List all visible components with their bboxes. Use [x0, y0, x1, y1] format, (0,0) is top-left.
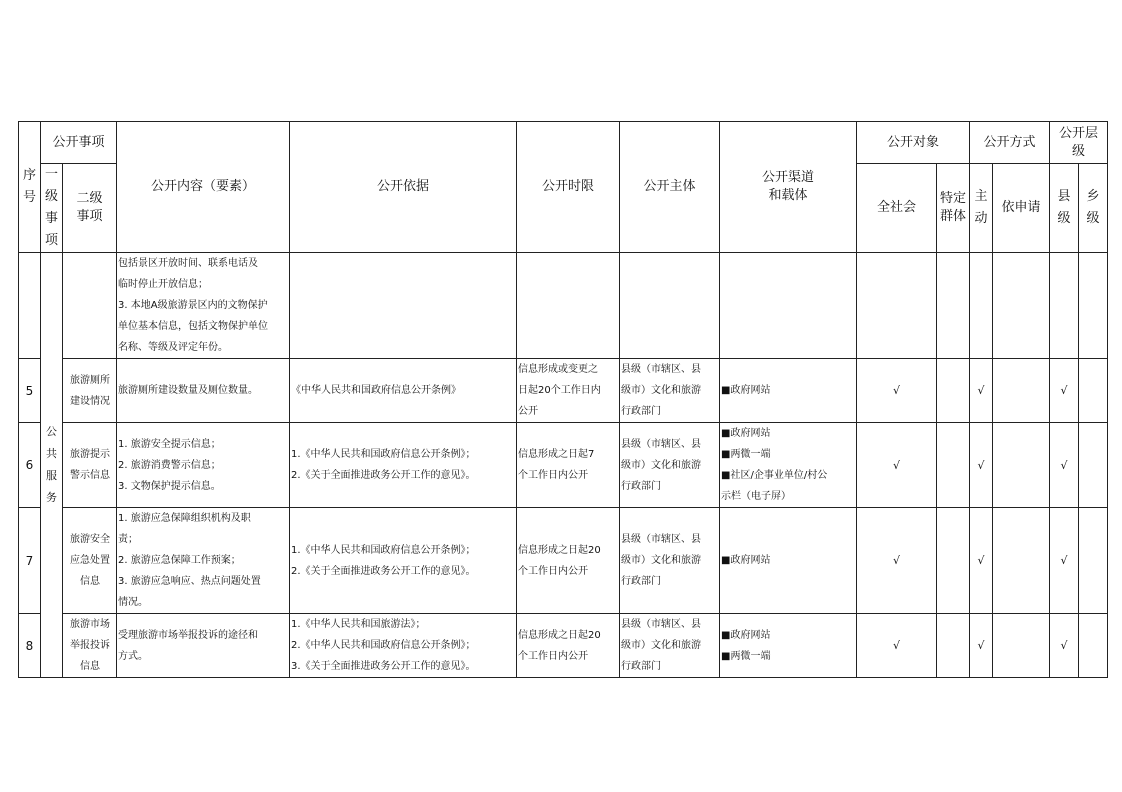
- subject-line: 级市）文化和旅游: [621, 385, 702, 396]
- category-cell: 公共服务: [41, 253, 63, 678]
- basis-cell: [290, 423, 517, 508]
- basis-line: 1.《中华人民共和国政府信息公开条例》；: [291, 449, 476, 460]
- level2-line: 旅游市场: [70, 619, 110, 630]
- table-row: [19, 508, 1108, 614]
- channel-line: ■政府网站: [721, 629, 771, 641]
- level-county-check: √: [1050, 359, 1079, 423]
- empty-cell: [993, 253, 1050, 359]
- subject-line: 县级（市辖区、县: [621, 619, 702, 630]
- seq-cell: 8: [19, 614, 41, 678]
- subject-line: 行政部门: [621, 480, 662, 492]
- mode-request-check: [993, 508, 1050, 614]
- mode-active-check: √: [970, 423, 993, 508]
- content-line: 包括景区开放时间、联系电话及: [118, 258, 259, 269]
- channel-line: ■政府网站: [721, 385, 771, 396]
- content-line: 3. 本地A级旅游景区内的文物保护: [118, 300, 268, 311]
- channel-line: 示栏（电子屏）: [721, 491, 792, 502]
- audience-specific-check: [937, 614, 970, 678]
- content-cell: [117, 614, 290, 678]
- channel-line: ■社区/企事业单位/村公: [721, 470, 828, 481]
- content-line: 方式。: [118, 650, 149, 662]
- content-line: 情况。: [118, 597, 149, 608]
- audience-specific-check: [937, 359, 970, 423]
- mode-request-check: [993, 614, 1050, 678]
- mode-request-check: [993, 359, 1050, 423]
- level-group-header: 公开层级: [1050, 122, 1108, 164]
- level2-cell: [63, 508, 117, 614]
- subject-cell: [620, 508, 720, 614]
- basis-line: 1.《中华人民共和国政府信息公开条例》；: [291, 544, 476, 556]
- level-town-check: [1079, 423, 1108, 508]
- seq-cell: 5: [19, 359, 41, 423]
- subject-line: 级市）文化和旅游: [621, 459, 702, 471]
- audience-all-check: √: [857, 359, 937, 423]
- content-line: 3. 旅游应急响应、热点问题处置: [118, 576, 261, 587]
- level2-line: 信息: [80, 576, 100, 587]
- mode-request-check: [993, 423, 1050, 508]
- time-limit-line: 日起20个工作日内: [518, 385, 601, 396]
- content-header: 公开内容（要素）: [117, 122, 290, 253]
- time-limit-line: 个工作日内公开: [518, 565, 589, 577]
- audience-all-check: √: [857, 508, 937, 614]
- mode-active-check: √: [970, 359, 993, 423]
- basis-line: 3.《关于全面推进政务公开工作的意见》。: [291, 661, 476, 672]
- channel-line: ■政府网站: [721, 428, 771, 439]
- subject-line: 行政部门: [621, 406, 662, 417]
- empty-cell: [620, 253, 720, 359]
- basis-header: 公开依据: [290, 122, 517, 253]
- subject-line: 级市）文化和旅游: [621, 555, 702, 566]
- content-line: 受理旅游市场举报投诉的途径和: [118, 629, 259, 641]
- continuation-row: [19, 253, 1108, 359]
- empty-cell: [63, 253, 117, 359]
- basis-cell: [290, 359, 517, 423]
- channel-line: ■两微一端: [721, 650, 771, 662]
- basis-line: 2.《关于全面推进政务公开工作的意见》。: [291, 565, 476, 577]
- subject-line: 行政部门: [621, 576, 662, 587]
- level2-line: 举报投诉: [70, 640, 110, 651]
- level2-line: 旅游厕所: [70, 374, 110, 386]
- basis-line: 2.《关于全面推进政务公开工作的意见》。: [291, 470, 476, 481]
- empty-cell: [937, 253, 970, 359]
- content-cell: [117, 423, 290, 508]
- subject-header: 公开主体: [620, 122, 720, 253]
- audience-all-check: √: [857, 614, 937, 678]
- channel-header-line: 和载体: [768, 188, 808, 203]
- channel-cell: [720, 614, 857, 678]
- level2-line: 建设情况: [70, 395, 110, 407]
- seq-header: 序号: [19, 122, 41, 253]
- content-cell: [117, 508, 290, 614]
- basis-cell: [290, 614, 517, 678]
- channel-line: ■政府网站: [721, 555, 771, 566]
- matter-group-header: 公开事项: [41, 122, 117, 164]
- time-limit-line: 信息形成之日起20: [518, 629, 601, 641]
- content-line: 单位基本信息，包括文物保护单位: [118, 321, 269, 332]
- level-county-header: 县级: [1050, 164, 1079, 253]
- basis-line: 1.《中华人民共和国旅游法》；: [291, 619, 426, 630]
- level-county-check: √: [1050, 508, 1079, 614]
- level2-line: 旅游安全: [70, 534, 110, 545]
- basis-line: 《中华人民共和国政府信息公开条例》: [291, 385, 462, 396]
- time-limit-cell: [517, 508, 620, 614]
- audience-specific-header: 特定群体: [937, 164, 970, 253]
- content-line: 旅游厕所建设数量及厕位数量。: [118, 385, 259, 396]
- seq-cell: 6: [19, 423, 41, 508]
- time-limit-cell: [517, 359, 620, 423]
- subject-cell: [620, 359, 720, 423]
- mode-request-header: 依申请: [993, 164, 1050, 253]
- level-county-check: √: [1050, 614, 1079, 678]
- channel-header-line: 公开渠道: [762, 170, 815, 185]
- audience-specific-check: [937, 508, 970, 614]
- empty-cell: [1079, 253, 1108, 359]
- empty-cell: [857, 253, 937, 359]
- channel-cell: [720, 423, 857, 508]
- content-line: 名称、等级及评定年份。: [118, 342, 229, 353]
- time-limit-line: 信息形成或变更之: [518, 364, 599, 375]
- subject-line: 行政部门: [621, 661, 662, 672]
- time-limit-line: 信息形成之日起20: [518, 544, 601, 556]
- audience-all-check: √: [857, 423, 937, 508]
- content-line: 2. 旅游应急保障工作预案；: [118, 555, 241, 566]
- level2-cell: [63, 614, 117, 678]
- subject-line: 县级（市辖区、县: [621, 438, 702, 450]
- level-town-check: [1079, 614, 1108, 678]
- audience-group-header: 公开对象: [857, 122, 970, 164]
- audience-specific-check: [937, 423, 970, 508]
- audience-all-header: 全社会: [857, 164, 937, 253]
- level2-cell: [63, 359, 117, 423]
- level-county-check: √: [1050, 423, 1079, 508]
- empty-cell: [970, 253, 993, 359]
- time-limit-line: 公开: [518, 406, 539, 417]
- mode-group-header: 公开方式: [970, 122, 1050, 164]
- mode-active-check: √: [970, 508, 993, 614]
- level-town-check: [1079, 508, 1108, 614]
- empty-cell: [720, 253, 857, 359]
- time-limit-line: 个工作日内公开: [518, 650, 589, 662]
- empty-cell: [1050, 253, 1079, 359]
- content-line: 3. 文物保护提示信息。: [118, 480, 221, 492]
- level2-header: 二级事项: [63, 164, 117, 253]
- basis-cell: [290, 508, 517, 614]
- time-limit-line: 个工作日内公开: [518, 470, 589, 481]
- content-cell: [117, 253, 290, 359]
- time-limit-line: 信息形成之日起7: [518, 449, 595, 460]
- level2-line: 旅游提示: [70, 449, 110, 460]
- table-row: [19, 359, 1108, 423]
- subject-line: 县级（市辖区、县: [621, 364, 702, 375]
- header-row-1: [19, 122, 1108, 164]
- time-limit-header: 公开时限: [517, 122, 620, 253]
- table-row: [19, 614, 1108, 678]
- content-line: 1. 旅游安全提示信息；: [118, 438, 221, 450]
- channel-header: [720, 122, 857, 253]
- channel-cell: [720, 508, 857, 614]
- content-line: 2. 旅游消费警示信息；: [118, 459, 221, 471]
- table-row: [19, 423, 1108, 508]
- level2-line: 警示信息: [70, 470, 110, 481]
- empty-cell: [290, 253, 517, 359]
- subject-line: 县级（市辖区、县: [621, 534, 702, 545]
- level2-cell: [63, 423, 117, 508]
- disclosure-table: [18, 121, 1108, 678]
- level2-line: 信息: [80, 661, 100, 672]
- subject-cell: [620, 423, 720, 508]
- subject-line: 级市）文化和旅游: [621, 640, 702, 651]
- empty-cell: [517, 253, 620, 359]
- subject-cell: [620, 614, 720, 678]
- seq-cell: 7: [19, 508, 41, 614]
- level1-header: 一级事项: [41, 164, 63, 253]
- time-limit-cell: [517, 614, 620, 678]
- level-town-check: [1079, 359, 1108, 423]
- content-line: 责；: [118, 534, 139, 545]
- level-town-header: 乡级: [1079, 164, 1108, 253]
- mode-active-check: √: [970, 614, 993, 678]
- time-limit-cell: [517, 423, 620, 508]
- channel-cell: [720, 359, 857, 423]
- level2-line: 应急处置: [70, 555, 110, 566]
- basis-line: 2.《中华人民共和国政府信息公开条例》；: [291, 640, 476, 651]
- content-line: 1. 旅游应急保障组织机构及职: [118, 513, 251, 524]
- content-cell: [117, 359, 290, 423]
- content-line: 临时停止开放信息；: [118, 279, 209, 290]
- empty-cell: [19, 253, 41, 359]
- mode-active-header: 主动: [970, 164, 993, 253]
- channel-line: ■两微一端: [721, 449, 771, 460]
